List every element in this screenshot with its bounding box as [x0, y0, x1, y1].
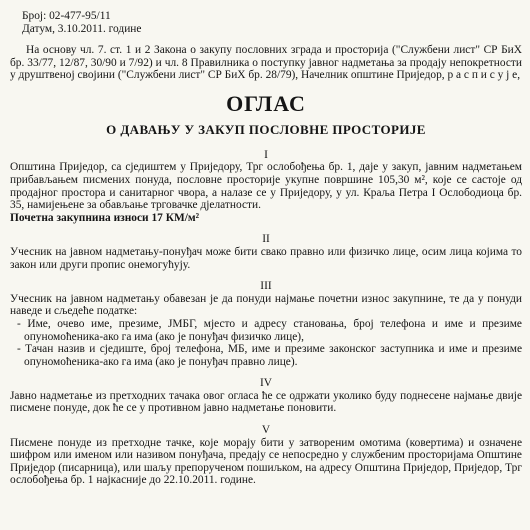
document-date: Датум, 3.10.2011. године: [22, 22, 142, 35]
document-title: ОГЛАС: [226, 90, 306, 116]
section-text: Јавно надметање из претходних тачака овог огласа ће се одржати уколико буду поднесене најмање двије писмене понуде, док ће се у противном јавно надметање поновити.: [10, 389, 522, 415]
starting-rent-value: 17 КМ/м²: [151, 211, 200, 224]
section-text: Општина Приједор, са сједиштем у Приједору, Трг ослобођења бр. 1, даје у закуп, јавним надметањем прибављањем писмених понуда, пословне просторије укупне површине 105,30 м², које се састоје од продајног простора и санитарног чвора, а налазе се у Приједору, у ул. Краља Петра I Ослободиоца бр. 35, намијењене за обављање трговачке дјелатности.: [10, 161, 522, 212]
list-item: - Тачан назив и сједиште, број телефона, МБ, име и презиме законског заступника и име и презиме опуномоћеника-ако га има (ако је понуђач правно лице).: [17, 343, 522, 368]
starting-rent: [10, 212, 522, 225]
section-2: [10, 233, 522, 271]
section-4: [10, 377, 522, 415]
intro-paragraph: На основу чл. 7. ст. 1 и 2 Закона о закупу пословних зграда и просторија ("Службени лист" СР БиХ бр. 33/77, 12/87, 30/90 и 7/92) и чл. 8 Правилника о поступку јавног надметања за продају непокретности у друштвеној својини ("Службени лист" СР БиХ бр. 28/79), Начелник општине Приједор, р а с п и с у ј е,: [10, 44, 522, 82]
section-5: [10, 424, 522, 487]
section-number: III: [260, 280, 272, 293]
document-subtitle: О ДАВАЊУ У ЗАКУП ПОСЛОВНЕ ПРОСТОРИЈЕ: [106, 121, 426, 137]
list-item: - Име, очево име, презиме, ЈМБГ, мјесто и адресу становања, број телефона и име и презиме опуномоћеника-ако га има (ако је понуђач физичко лице),: [17, 317, 522, 343]
section-text: Учесник на јавном надметању-понуђач може бити свако правно или физичко лице, осим лица којима то закон или други пропис онемогућују.: [10, 245, 522, 271]
section-text: Учесник на јавном надметању обавезан је да понуди најмање почетни износ закупнине, те да у понуди наведе и сљедеће податке:: [10, 292, 522, 318]
section-number: I: [264, 148, 268, 161]
section-text: Писмене понуде из претходне тачке, које морају бити у затвореним омотима (ковертима) и означене шифром или именом или називом понуђача, предају се непосредно у службеним просторијама Општине Приједор (писарница), или шаљу препорученом пошиљком, на адресу Општина Приједор, Приједор, Трг ослобођења бр. 1 најкасније до 22.10.2011. године.: [10, 436, 522, 487]
section-3: [10, 280, 522, 368]
section-number: IV: [259, 377, 273, 390]
section-number: V: [261, 424, 271, 437]
section-1: [10, 149, 522, 225]
document-number: Број: 02-477-95/11: [22, 10, 111, 22]
starting-rent-label: Почетна закупнина износи: [10, 211, 152, 224]
section-number: II: [262, 233, 270, 246]
document-header: [16, 10, 522, 35]
